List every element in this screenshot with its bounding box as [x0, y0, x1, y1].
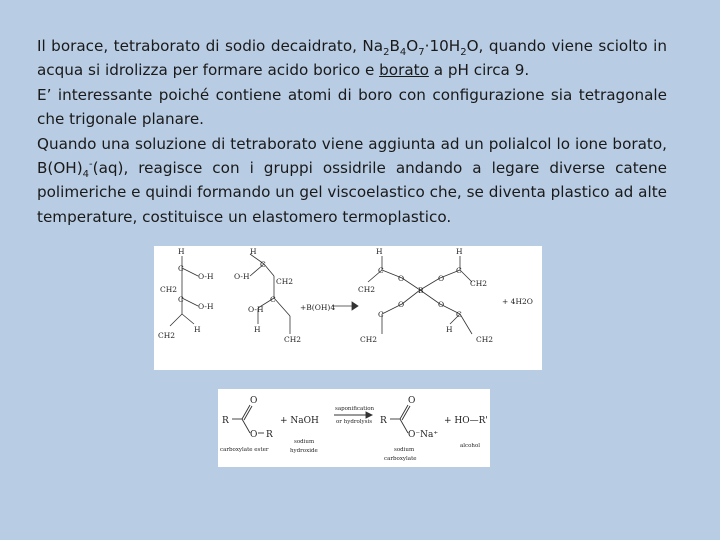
atom-label: H [456, 247, 463, 256]
alcohol-caption: alcohol [460, 443, 481, 449]
atom-label: C [378, 310, 384, 319]
atom-label: CH2 [476, 335, 494, 344]
atom-label: C [456, 266, 462, 275]
paragraph-borace: Il borace, tetraborato di sodio decaidrato, $Na_2B_4O_7\cdot 10H_2O$, quando viene sciolto in acqua si idrolizza per formare acido borico e borato a pH circa 9. [37, 37, 667, 80]
atom-label: O-H [248, 305, 264, 314]
atom-label: CH2 [158, 331, 176, 340]
body-text [37, 34, 667, 229]
arrow-label-bottom: or hydrolysis [336, 419, 373, 425]
saponification-svg [218, 389, 490, 467]
atom-label: O [438, 274, 445, 283]
crosslink-reaction-svg [154, 246, 542, 370]
atom-label: C [270, 295, 276, 304]
atom-label: H [254, 325, 261, 334]
borato-link[interactable]: borato [379, 61, 429, 80]
atom-label: H [446, 325, 453, 334]
atom-label: CH2 [360, 335, 378, 344]
reagent-label: +B(OH)4 [300, 303, 336, 312]
atom-label: C [260, 260, 266, 269]
saponification-figure [218, 389, 490, 467]
atom-label: H [194, 325, 201, 334]
water-label: + 4H2O [502, 297, 533, 306]
atom-label: O-H [234, 272, 250, 281]
atom-label: O-H [198, 302, 214, 311]
r-group-label: R [266, 430, 273, 440]
salt-caption: carboxylate [384, 456, 417, 462]
atom-label: C [456, 310, 462, 319]
atom-label: C [178, 264, 184, 273]
naoh-caption: hydroxide [290, 448, 318, 454]
atom-label: CH2 [470, 279, 488, 288]
atom-label: CH2 [276, 277, 294, 286]
naoh-label: + NaOH [280, 416, 319, 426]
atom-label: O-H [198, 272, 214, 281]
arrow-label-top: saponification [335, 406, 375, 412]
atom-label: O [250, 396, 258, 406]
atom-label: O [250, 430, 258, 440]
salt-caption: sodium [394, 447, 415, 453]
atom-label: O [398, 300, 405, 309]
atom-label: CH2 [358, 285, 376, 294]
atom-label: H [250, 247, 257, 256]
crosslink-reaction-figure [154, 246, 542, 370]
alcohol-formula: + HO—R' [444, 416, 488, 426]
atom-label: O [398, 274, 405, 283]
atom-label: H [178, 247, 185, 256]
boron-label: B [418, 286, 424, 295]
r-group-label: R [222, 416, 229, 426]
naoh-caption: sodium [294, 439, 315, 445]
atom-label: O [438, 300, 445, 309]
r-group-label: R [380, 416, 387, 426]
paragraph-polialcol: Quando una soluzione di tetraborato viene aggiunta ad un polialcol lo ione borato, $B(OH)_4^-(aq)$, reagisce con i gruppi ossidrile andando a legare diverse catene polimeriche e quindi formando un gel viscoelastico che, se diventa plastico ad alte temperature, costituisce un elastomero termoplastico. [37, 134, 667, 226]
atom-label: H [376, 247, 383, 256]
atom-label: CH2 [160, 285, 178, 294]
carboxylate-label: O⁻Na⁺ [408, 430, 439, 440]
atom-label: O [408, 396, 416, 406]
atom-label: C [378, 266, 384, 275]
atom-label: C [178, 295, 184, 304]
paragraph-boro: E’ interessante poiché contiene atomi di boro con configurazione sia tetragonale che trigonale planare. [37, 85, 667, 129]
ester-caption: carboxylate ester [220, 447, 269, 453]
atom-label: CH2 [284, 335, 302, 344]
